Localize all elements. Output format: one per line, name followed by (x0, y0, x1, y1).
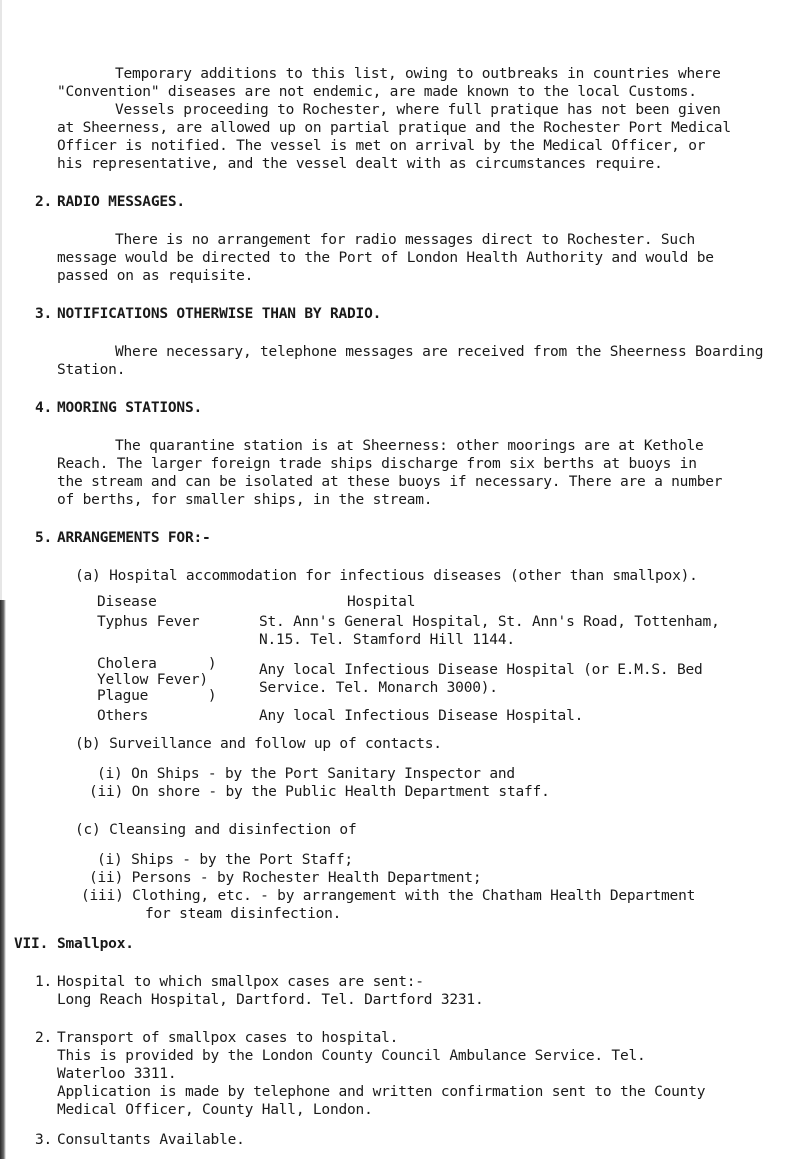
paragraph-line: his representative, and the vessel dealt with as circumstances require. (57, 156, 663, 172)
paragraph-line: There is no arrangement for radio messages direct to Rochester. Such (115, 232, 696, 248)
section-number: 2. (35, 1030, 53, 1046)
table-cell-hospital: St. Ann's General Hospital, St. Ann's Road, Tottenham, (259, 614, 720, 630)
paragraph-line: Temporary additions to this list, owing to outbreaks in countries where (115, 66, 721, 82)
section-number: 5. (35, 530, 53, 546)
table-cell-disease: Others (97, 708, 149, 724)
column-header-hospital: Hospital (347, 594, 416, 610)
paragraph-line: at Sheerness, are allowed up on partial pratique and the Rochester Port Medical (57, 120, 731, 136)
list-item: (ii) On shore - by the Public Health Department staff. (89, 784, 550, 800)
paragraph-line: Station. (57, 362, 126, 378)
column-header-disease: Disease (97, 594, 157, 610)
paragraph-line: Transport of smallpox cases to hospital. (57, 1030, 399, 1046)
paragraph-line: Vessels proceeding to Rochester, where full pratique has not been given (115, 102, 721, 118)
list-item: (iii) Clothing, etc. - by arrangement with the Chatham Health Department (81, 888, 696, 904)
table-cell-disease: Typhus Fever (97, 614, 200, 630)
table-cell-hospital: N.15. Tel. Stamford Hill 1144. (259, 632, 515, 648)
section-number: 4. (35, 400, 53, 416)
paragraph-line: Hospital to which smallpox cases are sent:- (57, 974, 424, 990)
section-number: 3. (35, 306, 53, 322)
paragraph-line: Officer is notified. The vessel is met on arrival by the Medical Officer, or (57, 138, 706, 154)
paragraph-line: Where necessary, telephone messages are received from the Sheerness Boarding (115, 344, 764, 360)
list-item: (i) On Ships - by the Port Sanitary Inspector and (97, 766, 515, 782)
paragraph-line: (c) Cleansing and disinfection of (75, 822, 357, 838)
list-item: (ii) Persons - by Rochester Health Department; (89, 870, 482, 886)
paragraph-line: Waterloo 3311. (57, 1066, 177, 1082)
list-item: (i) Ships - by the Port Staff; (97, 852, 353, 868)
paragraph-line: passed on as requisite. (57, 268, 254, 284)
paragraph-line: message would be directed to the Port of London Health Authority and would be (57, 250, 714, 266)
paragraph-line: (a) Hospital accommodation for infectious diseases (other than smallpox). (75, 568, 698, 584)
table-cell-hospital: Any local Infectious Disease Hospital (or E.M.S. Bed (259, 662, 703, 678)
table-cell-hospital: Any local Infectious Disease Hospital. (259, 708, 584, 724)
paragraph-line: Application is made by telephone and written confirmation sent to the County (57, 1084, 706, 1100)
list-item: for steam disinfection. (145, 906, 342, 922)
paragraph-line: Consultants Available. (57, 1132, 245, 1148)
paragraph-line: Long Reach Hospital, Dartford. Tel. Dartford 3231. (57, 992, 484, 1008)
section-heading: NOTIFICATIONS OTHERWISE THAN BY RADIO. (57, 306, 382, 322)
section-heading: ARRANGEMENTS FOR:- (57, 530, 211, 546)
table-cell-disease: Yellow Fever) (97, 672, 208, 688)
table-cell-disease: Plague ) (97, 688, 217, 704)
paragraph-line: of berths, for smaller ships, in the stream. (57, 492, 433, 508)
section-heading: RADIO MESSAGES. (57, 194, 185, 210)
section-number: 3. (35, 1132, 53, 1148)
page-edge-shadow-bottom (0, 600, 6, 1159)
part-heading: Smallpox. (57, 936, 134, 952)
section-number: 2. (35, 194, 53, 210)
table-cell-disease: Cholera ) (97, 656, 217, 672)
paragraph-line: Medical Officer, County Hall, London. (57, 1102, 373, 1118)
paragraph-line: "Convention" diseases are not endemic, are made known to the local Customs. (57, 84, 697, 100)
table-cell-hospital: Service. Tel. Monarch 3000). (259, 680, 498, 696)
paragraph-line: the stream and can be isolated at these buoys if necessary. There are a number (57, 474, 723, 490)
paragraph-line: (b) Surveillance and follow up of contacts. (75, 736, 442, 752)
paragraph-line: The quarantine station is at Sheerness: other moorings are at Kethole (115, 438, 704, 454)
paragraph-line: Reach. The larger foreign trade ships discharge from six berths at buoys in (57, 456, 697, 472)
paragraph-line: This is provided by the London County Council Ambulance Service. Tel. (57, 1048, 646, 1064)
section-number: 1. (35, 974, 53, 990)
section-heading: MOORING STATIONS. (57, 400, 203, 416)
part-number: VII. (14, 936, 49, 952)
page-edge-shadow-top (0, 0, 2, 600)
